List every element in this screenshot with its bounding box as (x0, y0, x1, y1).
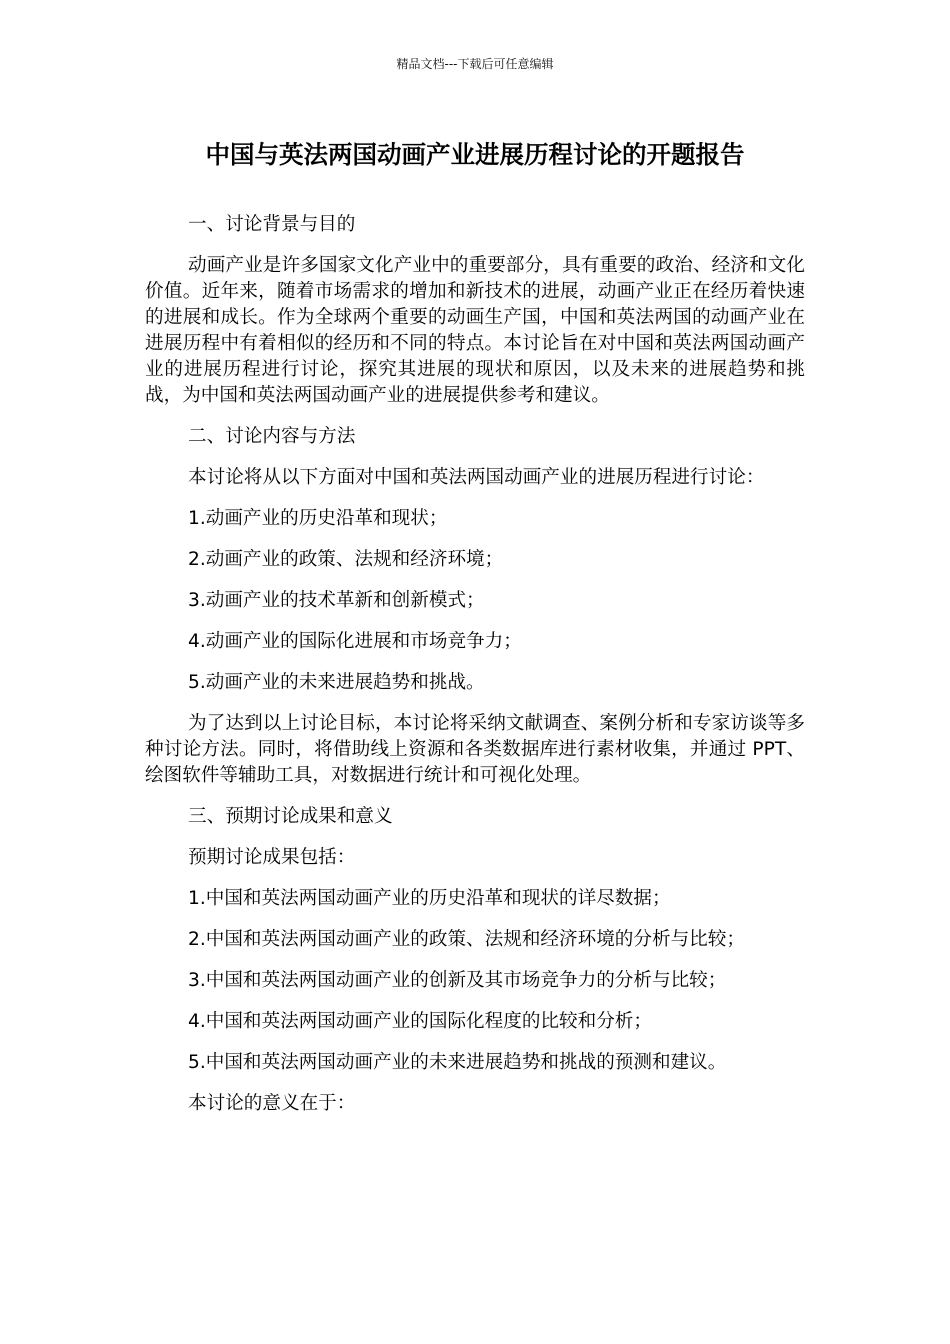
document-body (145, 212, 805, 1132)
list-item: 4.中国和英法两国动画产业的国际化程度的比较和分析； (188, 1011, 652, 1032)
list-item: 4.动画产业的国际化进展和市场竞争力； (188, 631, 522, 652)
body-paragraph: 本讨论将从以下方面对中国和英法两国动画产业的进展历程进行讨论： (188, 467, 765, 488)
section-heading: 三、预期讨论成果和意义 (188, 806, 393, 827)
list-item: 2.动画产业的政策、法规和经济环境； (188, 549, 504, 570)
section-heading: 二、讨论内容与方法 (188, 426, 356, 447)
list-item: 3.中国和英法两国动画产业的创新及其市场竞争力的分析与比较； (188, 970, 727, 991)
list-item: 2.中国和英法两国动画产业的政策、法规和经济环境的分析与比较； (188, 929, 745, 950)
list-item: 1.动画产业的历史沿革和现状； (188, 508, 448, 529)
list-item: 5.中国和英法两国动画产业的未来进展趋势和挑战的预测和建议。 (188, 1052, 727, 1073)
document-title: 中国与英法两国动画产业进展历程讨论的开题报告 (205, 140, 745, 169)
body-paragraph: 预期讨论成果包括： (188, 847, 356, 868)
page-header-note: 精品文档---下载后可任意编辑 (396, 57, 554, 71)
list-item: 3.动画产业的技术革新和创新模式； (188, 590, 485, 611)
section-heading: 一、讨论背景与目的 (188, 214, 356, 235)
body-paragraph: 动画产业是许多国家文化产业中的重要部分，具有重要的政治、经济和文化价值。近年来，随着市场需求的增加和新技术的进展，动画产业正在经历着快速的进展和成长。作为全球两个重要的动画生产国，中国和英法两国的动画产业在进展历程中有着相似的经历和不同的特点。本讨论旨在对中国和英法两国动画产业的进展历程进行讨论，探究其进展的现状和原因，以及未来的进展趋势和挑战，为中国和英法两国动画产业的进展提供参考和建议。 (145, 255, 805, 406)
list-item: 1.中国和英法两国动画产业的历史沿革和现状的详尽数据； (188, 888, 671, 909)
list-item: 5.动画产业的未来进展趋势和挑战。 (188, 672, 485, 693)
body-paragraph: 本讨论的意义在于： (188, 1093, 356, 1114)
body-paragraph: 为了达到以上讨论目标，本讨论将采纳文献调查、案例分析和专家访谈等多种讨论方法。同时，将借助线上资源和各类数据库进行素材收集，并通过 PPT、绘图软件等辅助工具，对数据进行统计和可视化处理。 (145, 713, 805, 786)
